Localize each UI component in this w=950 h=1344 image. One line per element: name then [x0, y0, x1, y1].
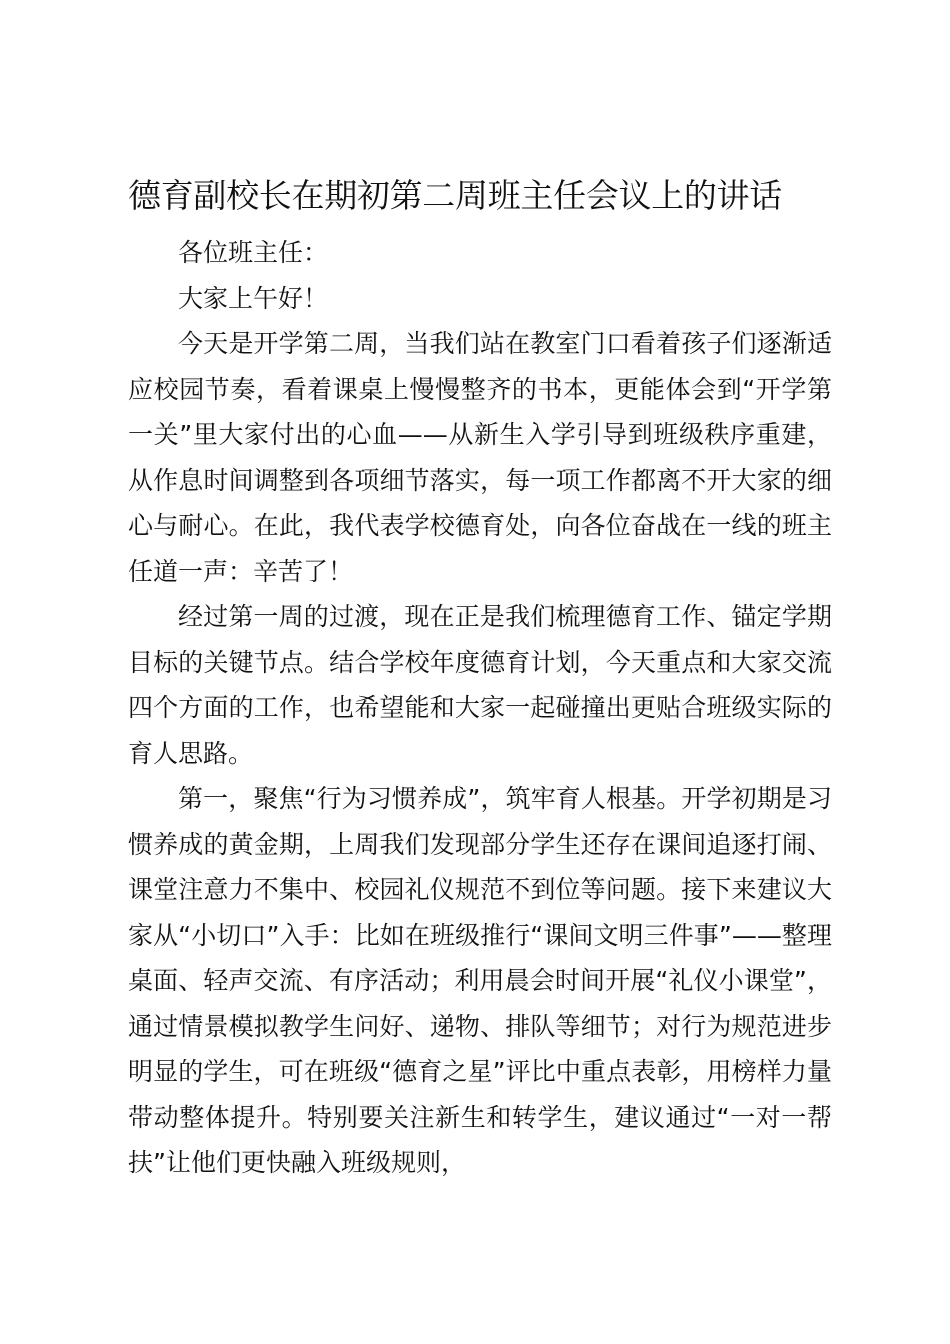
greeting-paragraph: 大家上午好！: [178, 283, 329, 313]
body-paragraph: 经过第一周的过渡，现在正是我们梳理德育工作、锚定学期目标的关键节点。结合学校年度德育计划，今天重点和大家交流四个方面的工作，也希望能和大家一起碰撞出更贴合班级实际的育人思路。: [128, 602, 832, 768]
body-paragraph: 第一，聚焦“行为习惯养成”，筑牢育人根基。开学初期是习惯养成的黄金期，上周我们发现部分学生还存在课间追逐打闹、课堂注意力不集中、校园礼仪规范不到位等问题。接下来建议大家从“小切口”入手：比如在班级推行“课间文明三件事”——整理桌面、轻声交流、有序活动；利用晨会时间开展“礼仪小课堂”，通过情景模拟教学生问好、递物、排队等细节；对行为规范进步明显的学生，可在班级“德育之星”评比中重点表彰，用榜样力量带动整体提升。特别要关注新生和转学生，建议通过“一对一帮扶”让他们更快融入班级规则，: [128, 784, 832, 1177]
salutation-paragraph: 各位班主任：: [178, 238, 329, 267]
body-paragraph: 今天是开学第二周，当我们站在教室门口看着孩子们逐渐适应校园节奏，看着课桌上慢慢整齐的书本，更能体会到“开学第一关”里大家付出的心血——从新生入学引导到班级秩序重建，从作息时间调整到各项细节落实，每一项工作都离不开大家的细心与耐心。在此，我代表学校德育处，向各位奋战在一线的班主任道一声：辛苦了！: [128, 329, 832, 586]
document-title: 德育副校长在期初第二周班主任会议上的讲话: [128, 176, 783, 215]
document-page: [128, 170, 832, 1186]
